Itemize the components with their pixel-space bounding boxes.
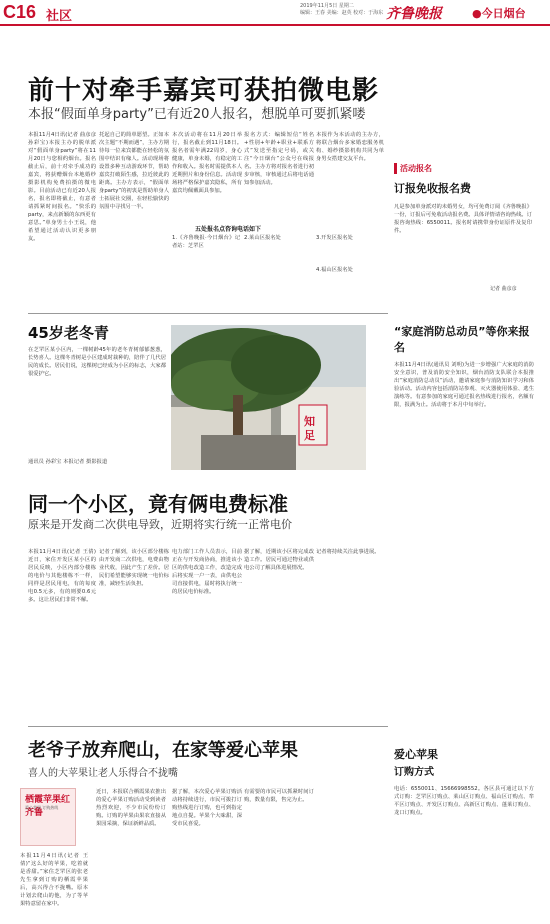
story1-headline: 前十对牵手嘉宾可获拍微电影 [28, 76, 380, 106]
story4-column-2: 近日，本报联合栖霞果农推出的爱心苹果订购活动受到读者热烈欢迎，不少市民纷纷订购。订购的苹果由果农直接从果园采摘，保证新鲜品质。 [96, 789, 166, 827]
story4-column-4: 有需要的市民可以抓紧时间订购，数量有限，售完为止。 [244, 789, 314, 803]
sidebar1-tag: 活动报名 [394, 163, 432, 174]
signup-list-title: 五处报名点咨询电话如下 [195, 226, 262, 233]
sidebar2-text: 本报11月4日讯(通讯员 刘明)为进一步增强广大家庭的消防安全意识，普及消防安全知识，烟台消防支队联合本报推出“家庭消防总动员”活动，邀请家庭参与消防知识学习和体验活动。活动内容包括消防站参观、灭火器使用体验、逃生演练等。有意参加的家庭可通过报名热线进行报名，名额有限，报满为止。活动将于本月中旬举行。 [394, 362, 534, 408]
story2-credit: 通讯员 孙彩宝 本报记者 摄影报道 [28, 459, 108, 465]
story1-column-3: 本次活动将在11月20日举行，报名截止到11月18日。报名者需年满22周岁，身心健康，单身未婚，有稳定的工作和收入。报名时需提供本人近期照片和身份信息。活动现场将严格保护嘉宾隐私，所有嘉宾均佩戴面具参加。 [172, 132, 242, 194]
signup-list-item-2: 2.莱山区报名处 [244, 235, 281, 241]
editor-line: 编辑：王春 美编：赵英 校对：于海东 [300, 10, 384, 16]
edition-brand: ●今日烟台 [472, 7, 526, 20]
story3-headline: 同一个小区，竟有俩电费标准 [28, 492, 288, 516]
story1-column-1: 本报11月4日讯(记者 曲彦彦 孙彩宝)本报主办的脱单派对“假面单身party”将在11月20日与您相约烟台。报名截止后，前十对牵手成功的嘉宾，将获赠烟台本地婚纱摄影机构免费拍摄的微电影。目前活动已有近20人报名，报名即将截止，有意者请抓紧时间报名。“快乐的party，来点新颖的东西更有意思。”单身男士小王说，他希望通过活动认识更多朋友。 [28, 132, 96, 242]
story2-text: 在芝罘区某小区内，一棵树龄45年的老冬青树郁郁葱葱，长势喜人。这棵冬青树是小区建成时栽种的，陪伴了几代居民的成长。居民们说，这棵树已经成为小区的标志，大家都很爱护它。 [28, 347, 166, 377]
svg-text:知: 知 [304, 415, 315, 428]
newspaper-brand: 齐鲁晚报 [386, 6, 442, 22]
story4-column-3: 据了解，本次爱心苹果订购活动将持续进行，市民可拨打订购热线进行订购，也可到指定地点自提。苹果个大味甜，深受市民喜爱。 [172, 789, 242, 827]
tree-photo-illustration [171, 325, 366, 470]
date-line: 2019年11月5日 星期二 [300, 3, 354, 9]
sidebar1-title: 订报免收报名费 [394, 182, 471, 195]
story3-column-3: 电力部门工作人员表示，目前正在与开发商协商，推进该小区的供电改造工作，改造完成后将实现一户一表，由供电公司直接供电，届时将执行统一的居民电价标准。 [172, 549, 242, 595]
section-name: 社区 [46, 9, 73, 24]
story3-column-2: 记者了解到，该小区部分楼栋由开发商二次供电，电费由物业代收，因此产生了差价。居民们希望能够实现统一电价标准，减轻生活负担。 [99, 549, 169, 587]
apple-promo-box [20, 788, 76, 846]
sidebar3-subtitle: 订购方式 [394, 767, 434, 778]
divider [28, 726, 388, 727]
story4-column-1: 本报11月4日讯(记者 王倩)“这么好的苹果，吃着就是香甜。”家住芝罘区的张老先生拿到订购的栖霞苹果后，高兴得合不拢嘴。原本计划去爬山的他，为了等苹果特意留在家中。 [20, 853, 88, 907]
story3-column-1: 本报11月4日讯(记者 王倩)近日，家住开发区某小区的居民反映，小区内部分楼栋的电价与其他楼栋不一样，同样是居民用电，有的每度电0.5元多，有的则要0.6元多。这让居民们非常不解。 [28, 549, 96, 603]
story3-column-5: 记者将持续关注此事进展。 [316, 549, 380, 555]
page-code: C16 [3, 2, 37, 22]
apple-promo-title: 栖霞苹果红齐鲁 [25, 795, 71, 818]
story1-subhead: 本报“假面单身party”已有近20人报名，想脱单可要抓紧喽 [28, 107, 366, 122]
signup-list-item-4: 4.福山区报名处 [316, 267, 353, 273]
divider [28, 313, 388, 314]
story3-column-4: 据了解，近期该小区将完成改造工作。居民可通过物业或供电公司了解具体进展情况。 [244, 549, 314, 571]
story1-column-2: 托起自己的简单愿望。正如本次主题“不期而遇”，主办方期待每一位来宾都能在轻松的氛围中结识有缘人。活动现场将设置多种互动游戏环节，帮助嘉宾打破陌生感，拉近彼此的距离。主办方表示，“假面单身party”的初衷是帮助单身人士拓展社交圈，在轻松愉快的氛围中寻找另一半。 [99, 132, 169, 210]
story4-headline: 老爷子放弃爬山，在家等爱心苹果 [28, 740, 298, 761]
date-info [300, 3, 383, 17]
page-header [0, 0, 550, 26]
sidebar1-credit: 记者 曲彦彦 [490, 286, 517, 292]
sidebar1-text: 凡是参加单身派对的未婚男女，均可免费订阅《齐鲁晚报》一份，订报后可免收活动报名费。具体详情请咨询热线。订报咨询热线：6550011。报名时请携带身份证原件及复印件。 [394, 204, 532, 234]
signup-list-item-1: 1.《齐鲁晚报·今日烟台》记者站：芝罘区 [172, 235, 240, 249]
signup-list-item-3: 3.开发区报名处 [316, 235, 353, 241]
sidebar3-title: 爱心苹果 [394, 748, 438, 761]
sidebar3-text: 电话：6550011、15666998552。各区县可通过以下方式订购：芝罘区订购点、莱山区订购点、福山区订购点、牟平区订购点、开发区订购点、高新区订购点、蓬莱订购点、龙口订购点。 [394, 786, 534, 816]
story4-subhead: 喜人的大苹果让老人乐得合不拢嘴 [28, 768, 178, 779]
story1-column-4: 报名方式：编辑短信“姓名+性别+年龄+职业+联系方式”发送至指定号码，或关注“今日烟台”公众号在线报名。主办方将对报名者进行初步审核，审核通过后将电话通知参加活动。 [244, 132, 314, 186]
svg-text:足: 足 [304, 429, 315, 442]
apple-promo-subtitle: 爱心苹果 订购热线 [25, 805, 59, 810]
story2-headline: 45岁老冬青 [28, 324, 109, 342]
story1-column-5: 本报作为本活动的主办方，将联合烟台多家婚恋服务机构、婚纱摄影机构共同为单身男女搭建交友平台。 [316, 132, 384, 162]
tree-photo [171, 325, 366, 470]
story3-subhead: 原来是开发商二次供电导致，近期将实行统一正常电价 [28, 518, 292, 531]
sidebar2-title: “家庭消防总动员”等你来报名 [394, 325, 530, 354]
